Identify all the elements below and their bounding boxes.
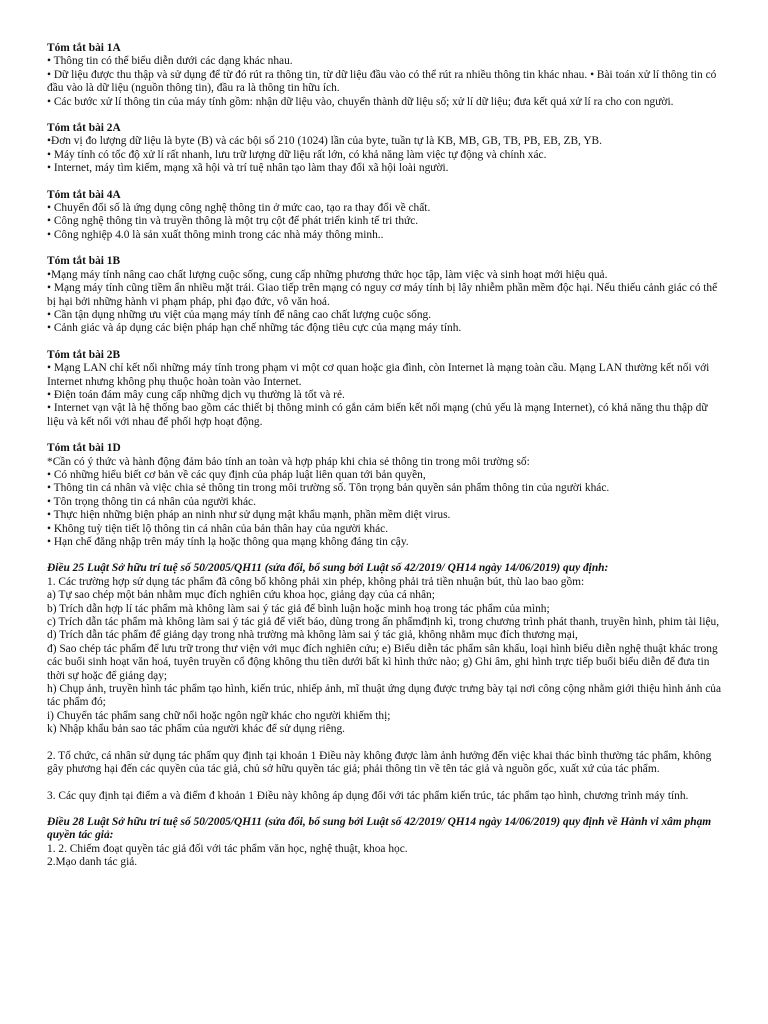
- section-title: Tóm tắt bài 1B: [47, 255, 121, 268]
- summary-4a: [47, 189, 727, 243]
- law-line: 2.Mạo danh tác giả.: [47, 856, 138, 869]
- bullet-line: • Internet, máy tìm kiếm, mạng xã hội và trí tuệ nhân tạo làm thay đổi xã hội loài người.: [47, 162, 449, 175]
- law-line: đ) Sao chép tác phẩm để lưu trữ trong thư viện với mục đích nghiên cứu; e) Biểu diễn tác phẩm sân khấu, loại hình biểu diễn nghệ thuật khác trong các buổi sinh hoạt văn hoá, tuyên truyền cổ động không thu tiền dưới bất kì hình thức nào; g) Ghi âm, ghi hình trực tiếp buổi biểu diễn để đưa tin thời sự hoặc để giảng dạy;: [47, 642, 718, 682]
- bullet-line: • Thông tin cá nhân và việc chia sẻ thông tin trong môi trường số. Tôn trọng bản quyền sản phẩm thông tin của người khác.: [47, 482, 610, 495]
- bullet-line: • Máy tính có tốc độ xử lí rất nhanh, lưu trữ lượng dữ liệu rất lớn, có khả năng làm việc tự động và chính xác.: [47, 148, 547, 161]
- law-line: k) Nhập khẩu bản sao tác phẩm của người khác để sử dụng riêng.: [47, 723, 345, 736]
- spacer: [47, 777, 727, 790]
- spacer: [47, 737, 727, 750]
- law-line: c) Trích dẫn tác phẩm mà không làm sai ý tác giả để viết báo, dùng trong ấn phẩmđịnh kì, trong chương trình phát thanh, truyền hình, phim tài liệu,: [47, 616, 720, 629]
- law-line: d) Trích dẫn tác phẩm để giảng dạy trong nhà trường mà không làm sai ý tác giả, không nhằm mục đích thương mại,: [47, 629, 578, 642]
- summary-2a: [47, 122, 727, 176]
- document-page: [47, 42, 727, 883]
- bullet-line: • Công nghiệp 4.0 là sản xuất thông minh trong các nhà máy thông minh..: [47, 228, 384, 241]
- section-title: Tóm tắt bài 2B: [47, 348, 121, 361]
- bullet-line: *Cần có ý thức và hành động đảm bảo tính an toàn và hợp pháp khi chia sẻ thông tin trong môi trường số:: [47, 455, 530, 468]
- bullet-line: • Các bước xử lí thông tin của máy tính gồm: nhận dữ liệu vào, chuyển thành dữ liệu số; xử lí dữ liệu; đưa kết quả xử lí ra cho con người.: [47, 95, 674, 108]
- law-paragraph-3: 3. Các quy định tại điểm a và điểm đ khoản 1 Điều này không áp dụng đối với tác phẩm kiến trúc, tác phẩm tạo hình, chương trình máy tính.: [47, 789, 689, 802]
- law-line: h) Chụp ảnh, truyền hình tác phẩm tạo hình, kiến trúc, nhiếp ảnh, mĩ thuật ứng dụng được trưng bày tại nơi công cộng nhằm giới thiệu hình ảnh của tác phẩm đó;: [47, 683, 722, 709]
- bullet-line: • Điện toán đám mây cung cấp những dịch vụ thường là tốt và rẻ.: [47, 388, 345, 401]
- law-title: Điều 28 Luật Sở hữu trí tuệ số 50/2005/QH11 (sửa đổi, bổ sung bởi Luật số 42/2019/ QH14 ngày 14/06/2019) quy định về Hành vi xâm phạm quyền tác giả:: [47, 815, 712, 842]
- law-line: a) Tự sao chép một bản nhằm mục đích nghiên cứu khoa học, giảng dạy của cá nhân;: [47, 589, 435, 602]
- section-title: Tóm tắt bài 1D: [47, 442, 121, 455]
- bullet-line: • Mạng máy tính cũng tiềm ẩn nhiều mặt trái. Giao tiếp trên mạng có nguy cơ máy tính bị lây nhiễm phần mềm độc hại. Nếu thiếu cảnh giác có thể bị hại bởi những hành vi phạm pháp, phi đạo đức, vô văn hoá.: [47, 282, 718, 308]
- bullet-line: • Có những hiểu biết cơ bản về các quy định của pháp luật liên quan tới bản quyền,: [47, 468, 426, 481]
- law-line: i) Chuyển tác phẩm sang chữ nổi hoặc ngôn ngữ khác cho người khiếm thị;: [47, 709, 391, 722]
- bullet-line: • Công nghệ thông tin và truyền thông là một trụ cột để phát triển kinh tế tri thức.: [47, 215, 419, 228]
- summary-2b: [47, 349, 727, 429]
- law-article-28: [47, 816, 727, 870]
- bullet-line: • Hạn chế đăng nhập trên máy tính lạ hoặc thông qua mạng không đáng tin cậy.: [47, 536, 409, 548]
- law-line: 1. Các trường hợp sử dụng tác phẩm đã công bố không phải xin phép, không phải trả tiền nhuận bút, thù lao bao gồm:: [47, 575, 585, 588]
- bullet-line: • Cảnh giác và áp dụng các biện pháp hạn chế những tác động tiêu cực của mạng máy tính.: [47, 322, 462, 335]
- law-line: 1. 2. Chiếm đoạt quyền tác giả đối với tác phẩm văn học, nghệ thuật, khoa học.: [47, 842, 408, 855]
- bullet-line: •Đơn vị đo lượng dữ liệu là byte (B) và các bội số 210 (1024) lần của byte, tuần tự là KB, MB, GB, TB, PB, EB, ZB, YB.: [47, 135, 602, 148]
- section-title: Tóm tắt bài 1A: [47, 42, 121, 54]
- law-article-25: [47, 562, 727, 803]
- bullet-line: • Dữ liệu được thu thập và sử dụng để từ đó rút ra thông tin, từ dữ liệu đầu vào có thể rút ra nhiều thông tin khác nhau. • Bài toán xử lí thông tin có đầu vào là dữ liệu (nguồn thông tin), đầu ra là thông tin hữu ích.: [47, 68, 717, 95]
- law-title: Điều 25 Luật Sở hữu trí tuệ số 50/2005/QH11 (sửa đổi, bổ sung bởi Luật số 42/2019/ QH14 ngày 14/06/2019) quy định:: [47, 562, 609, 575]
- bullet-line: • Không tuỳ tiện tiết lộ thông tin cá nhân của bản thân hay của người khác.: [47, 522, 389, 535]
- bullet-line: • Mạng LAN chỉ kết nối những máy tính trong phạm vi một cơ quan hoặc gia đình, còn Internet là mạng toàn cầu. Mạng LAN thường kết nối với Internet nhưng không phụ thuộc hoàn toàn vào Internet.: [47, 362, 710, 388]
- bullet-line: • Thông tin có thể biểu diễn dưới các dạng khác nhau.: [47, 55, 293, 68]
- bullet-line: • Internet vạn vật là hệ thống bao gồm các thiết bị thông minh có gắn cảm biến kết nối mạng (chủ yếu là mạng Internet), có khả năng thu thập dữ liệu và kết nối với nhau để phối hợp hoạt động.: [47, 402, 708, 428]
- law-paragraph-2: 2. Tổ chức, cá nhân sử dụng tác phẩm quy định tại khoản 1 Điều này không được làm ảnh hưởng đến việc khai thác bình thường tác phẩm, không gây phương hại đến các quyền của tác giả, chủ sở hữu quyền tác giả; phải thông tin về tên tác giả và nguồn gốc, xuất xứ của tác phẩm.: [47, 749, 712, 776]
- bullet-line: • Thực hiện những biện pháp an ninh như sử dụng mật khẩu mạnh, phần mềm diệt virus.: [47, 509, 451, 522]
- bullet-line: • Cần tận dụng những ưu việt của mạng máy tính để nâng cao chất lượng cuộc sống.: [47, 308, 432, 321]
- law-line: b) Trích dẫn hợp lí tác phẩm mà không làm sai ý tác giả để bình luận hoặc minh hoạ trong tác phẩm của mình;: [47, 602, 550, 615]
- bullet-line: • Chuyển đổi số là ứng dụng công nghệ thông tin ở mức cao, tạo ra thay đổi về chất.: [47, 202, 431, 215]
- summary-1b: [47, 255, 727, 335]
- section-title: Tóm tắt bài 2A: [47, 122, 121, 135]
- bullet-line: •Mạng máy tính nâng cao chất lượng cuộc sống, cung cấp những phương thức học tập, làm việc và sinh hoạt mới hiệu quả.: [47, 268, 608, 281]
- summary-1a: [47, 42, 727, 109]
- bullet-line: • Tôn trọng thông tin cá nhân của người khác.: [47, 495, 256, 508]
- summary-1d: [47, 442, 727, 549]
- section-title: Tóm tắt bài 4A: [47, 188, 121, 201]
